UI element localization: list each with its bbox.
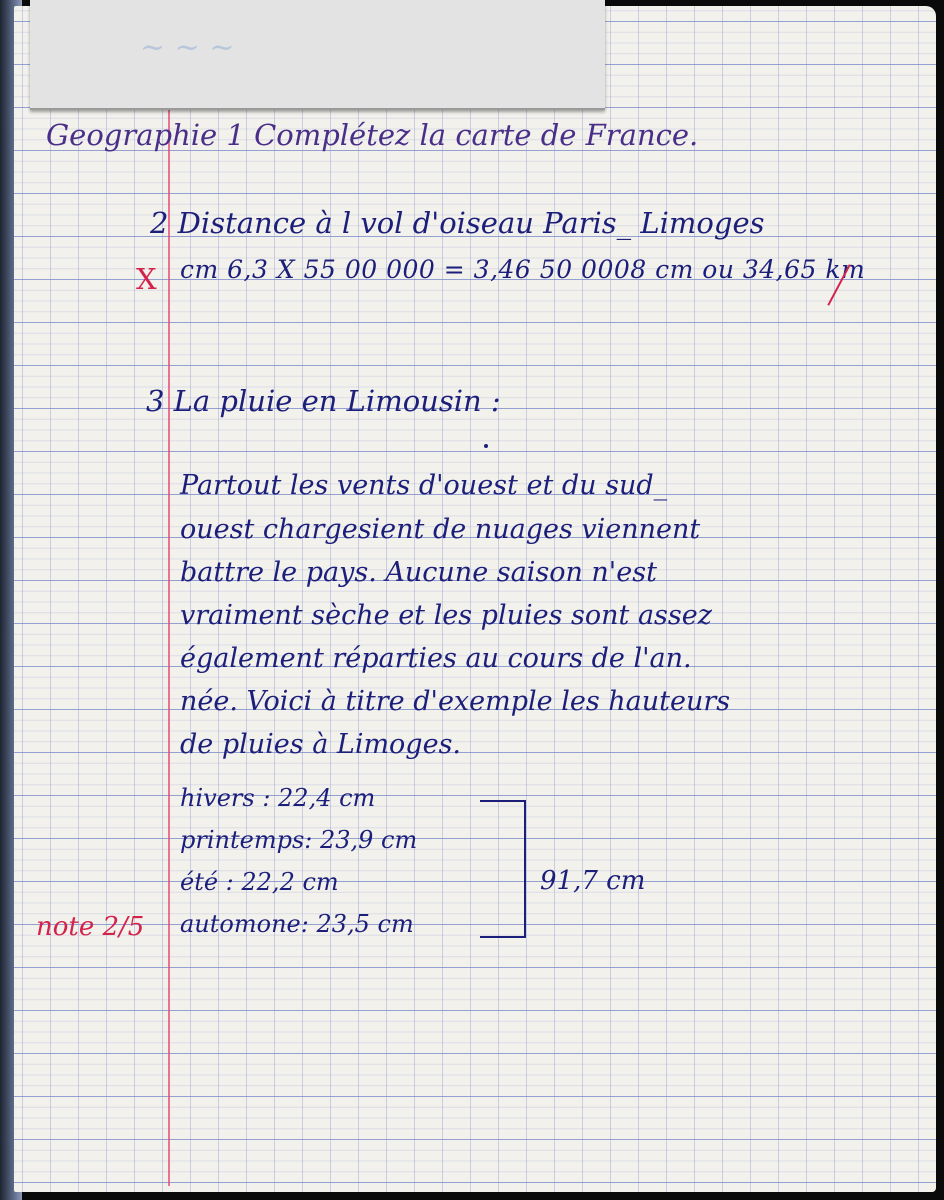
paper-label: [30, 0, 605, 110]
rainfall-autumn: automone: 23,5 cm: [180, 910, 414, 938]
paragraph-line: Partout les vents d'ouest et du sud_: [180, 470, 668, 501]
paragraph-line: de pluies à Limoges.: [180, 729, 462, 760]
ink-dot: [484, 444, 488, 448]
paragraph-line: ouest chargesient de nuages viennent: [180, 514, 701, 545]
question-3-heading: 3 La pluie en Limousin :: [146, 384, 501, 418]
grade-note: note 2/5: [36, 912, 145, 942]
paragraph-line: née. Voici à titre d'exemple les hauteurs: [180, 686, 731, 717]
rainfall-winter: hivers : 22,4 cm: [180, 784, 376, 812]
paragraph-line: également réparties au cours de l'an.: [180, 643, 692, 674]
paragraph-line: vraiment sèche et les pluies sont assez: [180, 600, 712, 631]
question-2-calculation: cm 6,3 X 55 00 000 = 3,46 50 0008 cm ou 34,65 km: [180, 255, 866, 284]
page-title: Geographie 1 Complétez la carte de France.: [46, 118, 699, 152]
rainfall-total: 91,7 cm: [540, 866, 646, 896]
rainfall-spring: printemps: 23,9 cm: [180, 826, 418, 854]
faint-scribble: ~ ~ ~: [140, 30, 235, 65]
correction-mark: X: [136, 262, 157, 296]
margin-line: [168, 0, 170, 1186]
question-2-heading: 2 Distance à l vol d'oiseau Paris_ Limoges: [150, 206, 765, 240]
notebook-page: [14, 6, 936, 1192]
paragraph-line: battre le pays. Aucune saison n'est: [180, 557, 657, 588]
sum-bracket: [480, 800, 526, 938]
rainfall-summer: été : 22,2 cm: [180, 868, 339, 896]
